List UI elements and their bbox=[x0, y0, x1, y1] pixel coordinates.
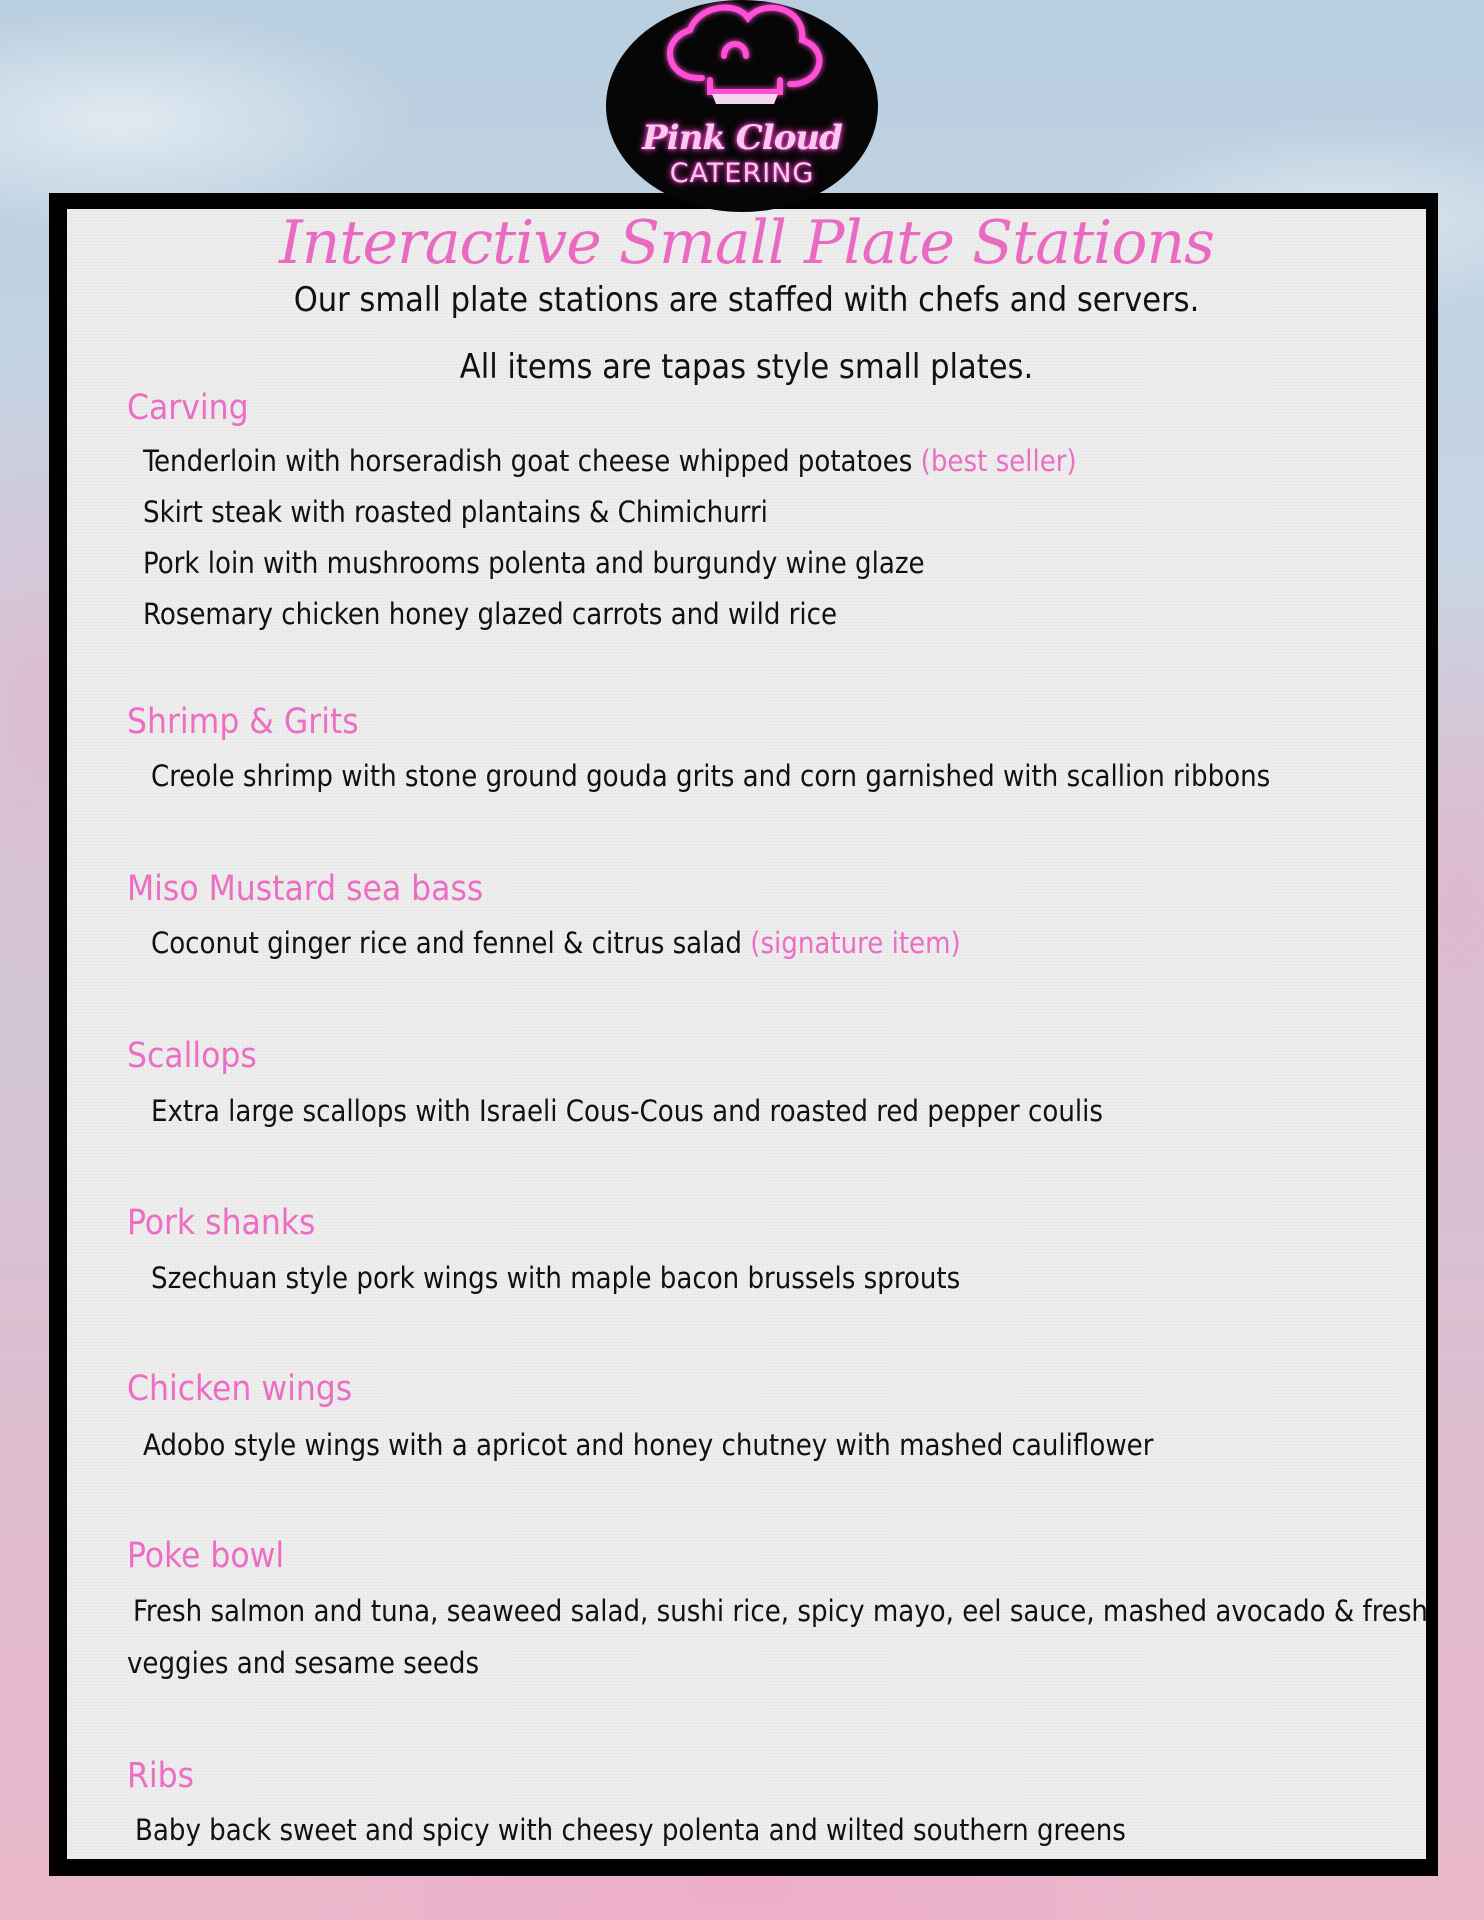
menu-item: Baby back sweet and spicy with cheesy polenta and wilted southern greens bbox=[135, 1813, 1126, 1847]
menu-item: Pork loin with mushrooms polenta and burgundy wine glaze bbox=[143, 546, 925, 580]
brand-logo bbox=[606, 0, 878, 212]
menu-item: Creole shrimp with stone ground gouda grits and corn garnished with scallion ribbons bbox=[151, 759, 1271, 793]
menu-item: Rosemary chicken honey glazed carrots and wild rice bbox=[143, 597, 838, 631]
page-title: Interactive Small Plate Stations bbox=[279, 208, 1214, 278]
menu-item bbox=[143, 444, 1077, 478]
section-heading-poke-bowl: Poke bowl bbox=[127, 1536, 285, 1576]
section-heading-chicken-wings: Chicken wings bbox=[127, 1369, 353, 1409]
section-heading-sea-bass: Miso Mustard sea bass bbox=[127, 869, 484, 909]
subtitle-staffed: Our small plate stations are staffed with chefs and servers. bbox=[293, 280, 1200, 320]
section-heading-carving: Carving bbox=[127, 388, 249, 428]
menu-item: Skirt steak with roasted plantains & Chimichurri bbox=[143, 495, 768, 529]
menu-item: Szechuan style pork wings with maple bacon brussels sprouts bbox=[151, 1261, 961, 1295]
menu-item: Adobo style wings with a apricot and honey chutney with mashed cauliflower bbox=[143, 1428, 1154, 1462]
subtitle-tapas: All items are tapas style small plates. bbox=[459, 347, 1034, 387]
brand-subname: CATERING bbox=[669, 158, 815, 189]
menu-item-text: Coconut ginger rice and fennel & citrus salad bbox=[151, 926, 742, 960]
menu-item: Extra large scallops with Israeli Cous-Cous and roasted red pepper coulis bbox=[151, 1094, 1103, 1128]
best-seller-note: (best seller) bbox=[920, 444, 1077, 478]
brand-name: Pink Cloud bbox=[642, 118, 842, 158]
signature-item-note: (signature item) bbox=[750, 926, 961, 960]
section-heading-ribs: Ribs bbox=[127, 1756, 195, 1796]
section-heading-scallops: Scallops bbox=[127, 1036, 257, 1076]
section-heading-shrimp-grits: Shrimp & Grits bbox=[127, 702, 359, 742]
menu-item bbox=[151, 926, 961, 960]
menu-item-text: Tenderloin with horseradish goat cheese whipped potatoes bbox=[143, 444, 913, 478]
menu-item: Fresh salmon and tuna, seaweed salad, sushi rice, spicy mayo, eel sauce, mashed avocado & fresh bbox=[133, 1594, 1428, 1628]
menu-item: veggies and sesame seeds bbox=[127, 1646, 480, 1680]
section-heading-pork-shanks: Pork shanks bbox=[127, 1203, 316, 1243]
